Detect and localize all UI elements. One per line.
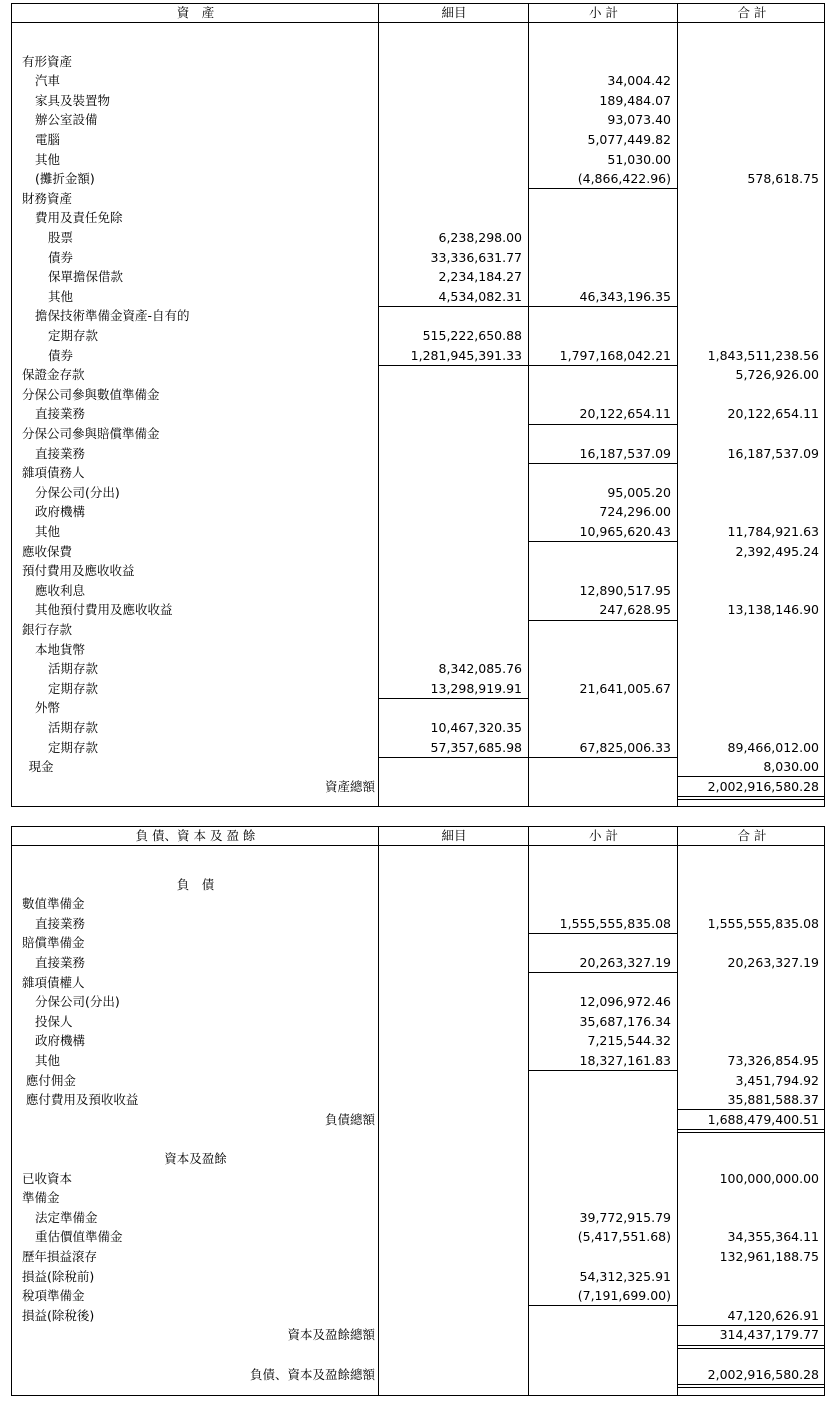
row-label: 賠償準備金 (22, 935, 85, 951)
underline-rule (379, 757, 528, 758)
underline-rule (529, 306, 677, 307)
total-value: 11,784,921.63 (727, 524, 819, 539)
subtotal-value: 54,312,325.91 (579, 1268, 671, 1284)
total-value: 3,451,794.92 (735, 1072, 819, 1088)
detail-value: 1,281,945,391.33 (410, 347, 522, 363)
underline-rule (529, 620, 677, 621)
detail-value: 4,534,082.31 (438, 288, 522, 304)
row-label: 法定準備金 (35, 1209, 98, 1225)
underline-rule (529, 1305, 677, 1306)
underline-rule (678, 799, 825, 800)
row-label: 應收利息 (35, 582, 86, 598)
total-value: 5,726,926.00 (735, 367, 819, 383)
total-value: 20,263,327.19 (727, 955, 819, 970)
row-label: (攤折金額) (35, 171, 95, 187)
underline-rule (529, 972, 677, 973)
row-label: 股票 (48, 230, 74, 245)
subtotal-value: 20,263,327.19 (579, 955, 671, 970)
section-heading: 資本及盈餘 (164, 1151, 227, 1166)
row-label: 應收保費 (22, 543, 73, 559)
row-label: 損益(除稅前) (22, 1268, 95, 1284)
row-label: 分保公司參與賠償準備金 (22, 426, 160, 441)
row-label: 債券 (48, 347, 74, 363)
total-value: 2,002,916,580.28 (707, 1366, 819, 1382)
subtotal-value: 724,296.00 (599, 504, 671, 520)
detail-value: 6,238,298.00 (438, 230, 522, 245)
row-total-label: 資產總額 (324, 778, 375, 794)
subtotal-value: 16,187,537.09 (579, 445, 671, 461)
subtotal-value: 95,005.20 (607, 484, 671, 500)
row-label: 直接業務 (35, 915, 86, 931)
row-label: 政府機構 (35, 1033, 86, 1049)
subtotal-value: 35,687,176.34 (579, 1013, 671, 1029)
row-label: 電腦 (35, 132, 61, 147)
underline-rule (379, 698, 528, 699)
row-label: 投保人 (35, 1013, 73, 1029)
detail-value: 57,357,685.98 (430, 739, 522, 755)
total-value: 314,437,179.77 (719, 1327, 819, 1343)
row-label: 有形資產 (22, 53, 73, 69)
section-heading: 負 債 (176, 876, 215, 892)
row-label: 雜項債務人 (22, 465, 85, 481)
total-value: 20,122,654.11 (727, 406, 819, 422)
underline-rule (678, 1384, 825, 1385)
subtotal-value: 39,772,915.79 (579, 1209, 671, 1225)
header-label-column: 資 產 (176, 5, 215, 20)
detail-value: 33,336,631.77 (430, 249, 522, 265)
subtotal-value: 67,825,006.33 (579, 739, 671, 755)
row-label: 債券 (48, 249, 74, 265)
total-value: 100,000,000.00 (719, 1170, 819, 1186)
subtotal-value: 12,890,517.95 (579, 582, 671, 598)
row-label: 本地貨幣 (35, 641, 86, 657)
assets-table (11, 3, 825, 807)
subtotal-value: 34,004.42 (607, 73, 671, 89)
subtotal-value: 10,965,620.43 (579, 524, 671, 539)
row-label: 定期存款 (48, 739, 99, 755)
row-label: 數值準備金 (22, 896, 85, 912)
header-total-column: 合 計 (737, 5, 767, 20)
row-label: 其他 (35, 1053, 61, 1068)
row-label: 直接業務 (35, 955, 86, 970)
liabilities-table (11, 826, 825, 1396)
underline-rule (529, 757, 677, 758)
detail-value: 515,222,650.88 (422, 328, 522, 343)
subtotal-value: 5,077,449.82 (587, 132, 671, 147)
total-value: 2,002,916,580.28 (707, 778, 819, 794)
header-detail-column: 細目 (441, 828, 467, 843)
row-label: 外幣 (35, 700, 61, 716)
detail-value: 8,342,085.76 (438, 661, 522, 677)
row-label: 辦公室設備 (35, 112, 98, 128)
row-label: 重估價值準備金 (35, 1229, 123, 1245)
row-label: 雜項債權人 (22, 974, 85, 990)
row-label: 應付費用及預收收益 (25, 1092, 139, 1108)
row-label: 擔保技術準備金資產-自有的 (35, 308, 190, 324)
detail-value: 2,234,184.27 (438, 269, 522, 285)
subtotal-value: 18,327,161.83 (579, 1053, 671, 1068)
row-label: 已收資本 (22, 1170, 73, 1186)
total-value: 16,187,537.09 (727, 445, 819, 461)
underline-rule (529, 1070, 677, 1071)
subtotal-value: 93,073.40 (607, 112, 671, 128)
row-label: 分保公司(分出) (35, 484, 120, 500)
total-value: 13,138,146.90 (727, 602, 819, 618)
header-subtotal-column: 小 計 (589, 828, 618, 843)
total-value: 73,326,854.95 (727, 1053, 819, 1068)
total-value: 132,961,188.75 (719, 1249, 819, 1264)
row-label: 稅項準備金 (22, 1288, 85, 1304)
total-value: 578,618.75 (747, 171, 819, 187)
total-value: 2,392,495.24 (735, 543, 819, 559)
underline-rule (529, 365, 677, 366)
total-value: 1,843,511,238.56 (707, 347, 819, 363)
subtotal-value: 247,628.95 (599, 602, 671, 618)
row-total-label: 負債、資本及盈餘總額 (249, 1366, 375, 1382)
total-value: 1,688,479,400.51 (707, 1111, 819, 1127)
row-label: 銀行存款 (22, 622, 73, 637)
total-value: 89,466,012.00 (727, 739, 819, 755)
total-value: 8,030.00 (763, 759, 819, 775)
row-label: 預付費用及應收收益 (22, 563, 135, 579)
row-label: 其他 (48, 288, 74, 304)
underline-rule (678, 796, 825, 797)
row-label: 應付佣金 (25, 1072, 76, 1088)
table-header (12, 4, 824, 23)
row-label: 財務資產 (22, 190, 73, 206)
underline-rule (678, 1387, 825, 1388)
subtotal-value: 46,343,196.35 (579, 288, 671, 304)
row-label: 費用及責任免除 (35, 210, 123, 226)
underline-rule (678, 1129, 825, 1130)
subtotal-value: 12,096,972.46 (579, 994, 671, 1010)
subtotal-value: (5,417,551.68) (577, 1229, 671, 1245)
underline-rule (678, 1132, 825, 1133)
subtotal-value: 20,122,654.11 (579, 406, 671, 422)
underline-rule (678, 1345, 825, 1346)
row-label: 政府機構 (35, 504, 86, 520)
subtotal-value: 21,641,005.67 (579, 680, 671, 696)
underline-rule (529, 463, 677, 464)
row-label: 直接業務 (35, 445, 86, 461)
underline-rule (529, 188, 677, 189)
row-label: 分保公司(分出) (35, 994, 120, 1010)
table-header (12, 827, 824, 846)
subtotal-value: 1,797,168,042.21 (559, 347, 671, 363)
row-label: 汽車 (35, 73, 61, 89)
row-label: 定期存款 (48, 680, 99, 696)
row-label: 現金 (28, 759, 54, 775)
row-label: 其他 (35, 151, 61, 167)
detail-value: 10,467,320.35 (430, 720, 522, 735)
underline-rule (379, 306, 528, 307)
subtotal-value: 7,215,544.32 (587, 1033, 671, 1049)
subtotal-value: 51,030.00 (607, 151, 671, 167)
total-value: 47,120,626.91 (727, 1307, 819, 1323)
underline-rule (529, 933, 677, 934)
subtotal-value: 189,484.07 (599, 92, 671, 108)
total-value: 1,555,555,835.08 (707, 915, 819, 931)
header-subtotal-column: 小 計 (589, 5, 618, 20)
header-label-column: 負 債、資 本 及 盈 餘 (135, 828, 256, 843)
row-label: 其他 (35, 524, 61, 539)
subtotal-value: 1,555,555,835.08 (559, 915, 671, 931)
header-detail-column: 細目 (441, 5, 467, 20)
total-value: 34,355,364.11 (727, 1229, 819, 1245)
row-label: 準備金 (22, 1190, 60, 1206)
row-total-label: 資本及盈餘總額 (287, 1327, 375, 1343)
subtotal-value: (7,191,699.00) (577, 1288, 671, 1304)
subtotal-value: (4,866,422.96) (577, 171, 671, 187)
row-label: 活期存款 (48, 720, 99, 735)
row-label: 定期存款 (48, 328, 99, 343)
detail-value: 13,298,919.91 (430, 680, 522, 696)
row-label: 活期存款 (48, 661, 99, 677)
row-total-label: 負債總額 (324, 1111, 375, 1127)
row-label: 歷年損益滾存 (22, 1249, 98, 1264)
row-label: 家具及裝置物 (35, 92, 111, 108)
underline-rule (678, 1348, 825, 1349)
row-label: 保單擔保借款 (48, 269, 124, 285)
underline-rule (379, 365, 528, 366)
row-label: 保證金存款 (22, 367, 85, 383)
total-value: 35,881,588.37 (727, 1092, 819, 1108)
header-total-column: 合 計 (737, 828, 767, 843)
row-label: 損益(除稅後) (22, 1307, 95, 1323)
column-divider (378, 827, 379, 1395)
underline-rule (529, 424, 677, 425)
row-label: 直接業務 (35, 406, 86, 422)
row-label: 其他預付費用及應收收益 (35, 602, 173, 618)
underline-rule (529, 541, 677, 542)
row-label: 分保公司參與數值準備金 (22, 386, 160, 402)
column-divider (528, 827, 529, 1395)
